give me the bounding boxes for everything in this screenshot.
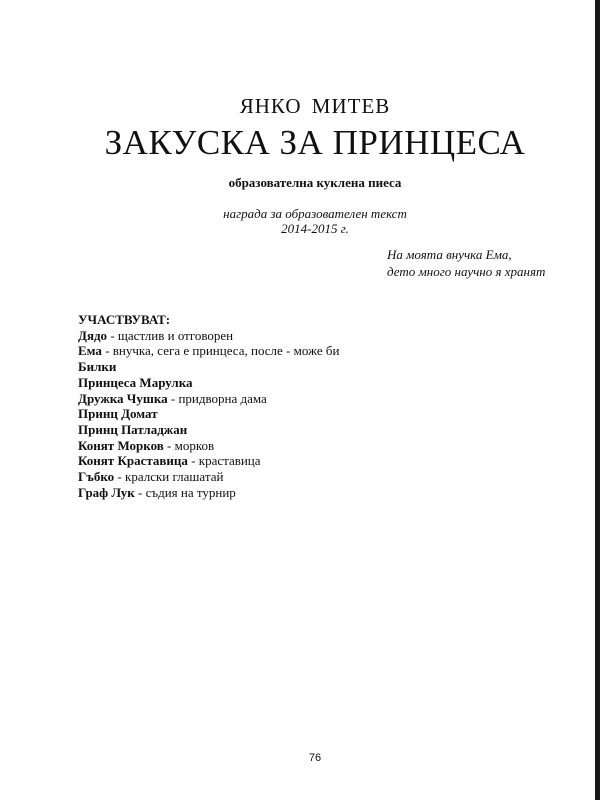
role-description: - морков xyxy=(163,437,215,453)
role-item xyxy=(78,485,339,501)
role-name: Конят Краставица xyxy=(78,453,188,469)
role-item xyxy=(78,438,339,454)
role-name: Гъбко xyxy=(78,469,115,485)
role-description: - придворна дама xyxy=(167,390,267,406)
role-item xyxy=(78,343,339,359)
role-name: Принц Домат xyxy=(78,406,158,422)
dedication-line: На моята внучка Ема, xyxy=(387,247,512,262)
participants-list xyxy=(78,312,339,500)
role-item xyxy=(78,469,339,485)
role-name: Принцеса Марулка xyxy=(78,374,193,390)
role-name: Билки xyxy=(78,359,117,375)
role-name: Конят Морков xyxy=(78,437,164,453)
role-name: Граф Лук xyxy=(78,484,135,500)
role-item xyxy=(78,422,339,438)
author-name: ЯНКО МИТЕВ xyxy=(239,94,391,118)
role-name: Принц Патладжан xyxy=(78,421,188,437)
role-item xyxy=(78,391,339,407)
role-description: - краставица xyxy=(187,453,261,469)
page-edge xyxy=(595,0,600,800)
role-item xyxy=(78,453,339,469)
award-line: награда за образователен текст xyxy=(223,206,407,221)
role-description: - внучка, сега е принцеса, после - може би xyxy=(101,343,340,359)
role-description: - съдия на турнир xyxy=(134,484,236,500)
role-item xyxy=(78,359,339,375)
award-note xyxy=(0,206,600,236)
role-name: Ема xyxy=(78,343,102,359)
play-subtitle: образователна куклена пиеса xyxy=(228,175,402,190)
role-item xyxy=(78,328,339,344)
role-name: Дружка Чушка xyxy=(78,390,168,406)
dedication xyxy=(387,246,545,280)
play-title: ЗАКУСКА ЗА ПРИНЦЕСА xyxy=(104,123,526,162)
award-year: 2014-2015 г. xyxy=(281,221,349,236)
page-number: 76 xyxy=(308,752,322,764)
role-name: Дядо xyxy=(78,327,108,343)
dedication-line: дето много научно я хранят xyxy=(387,264,546,279)
role-description: - щастлив и отговорен xyxy=(107,327,234,343)
role-item xyxy=(78,375,339,391)
role-description: - кралски глашатай xyxy=(114,469,224,485)
role-item xyxy=(78,406,339,422)
participants-heading: УЧАСТВУВАТ: xyxy=(78,312,171,327)
